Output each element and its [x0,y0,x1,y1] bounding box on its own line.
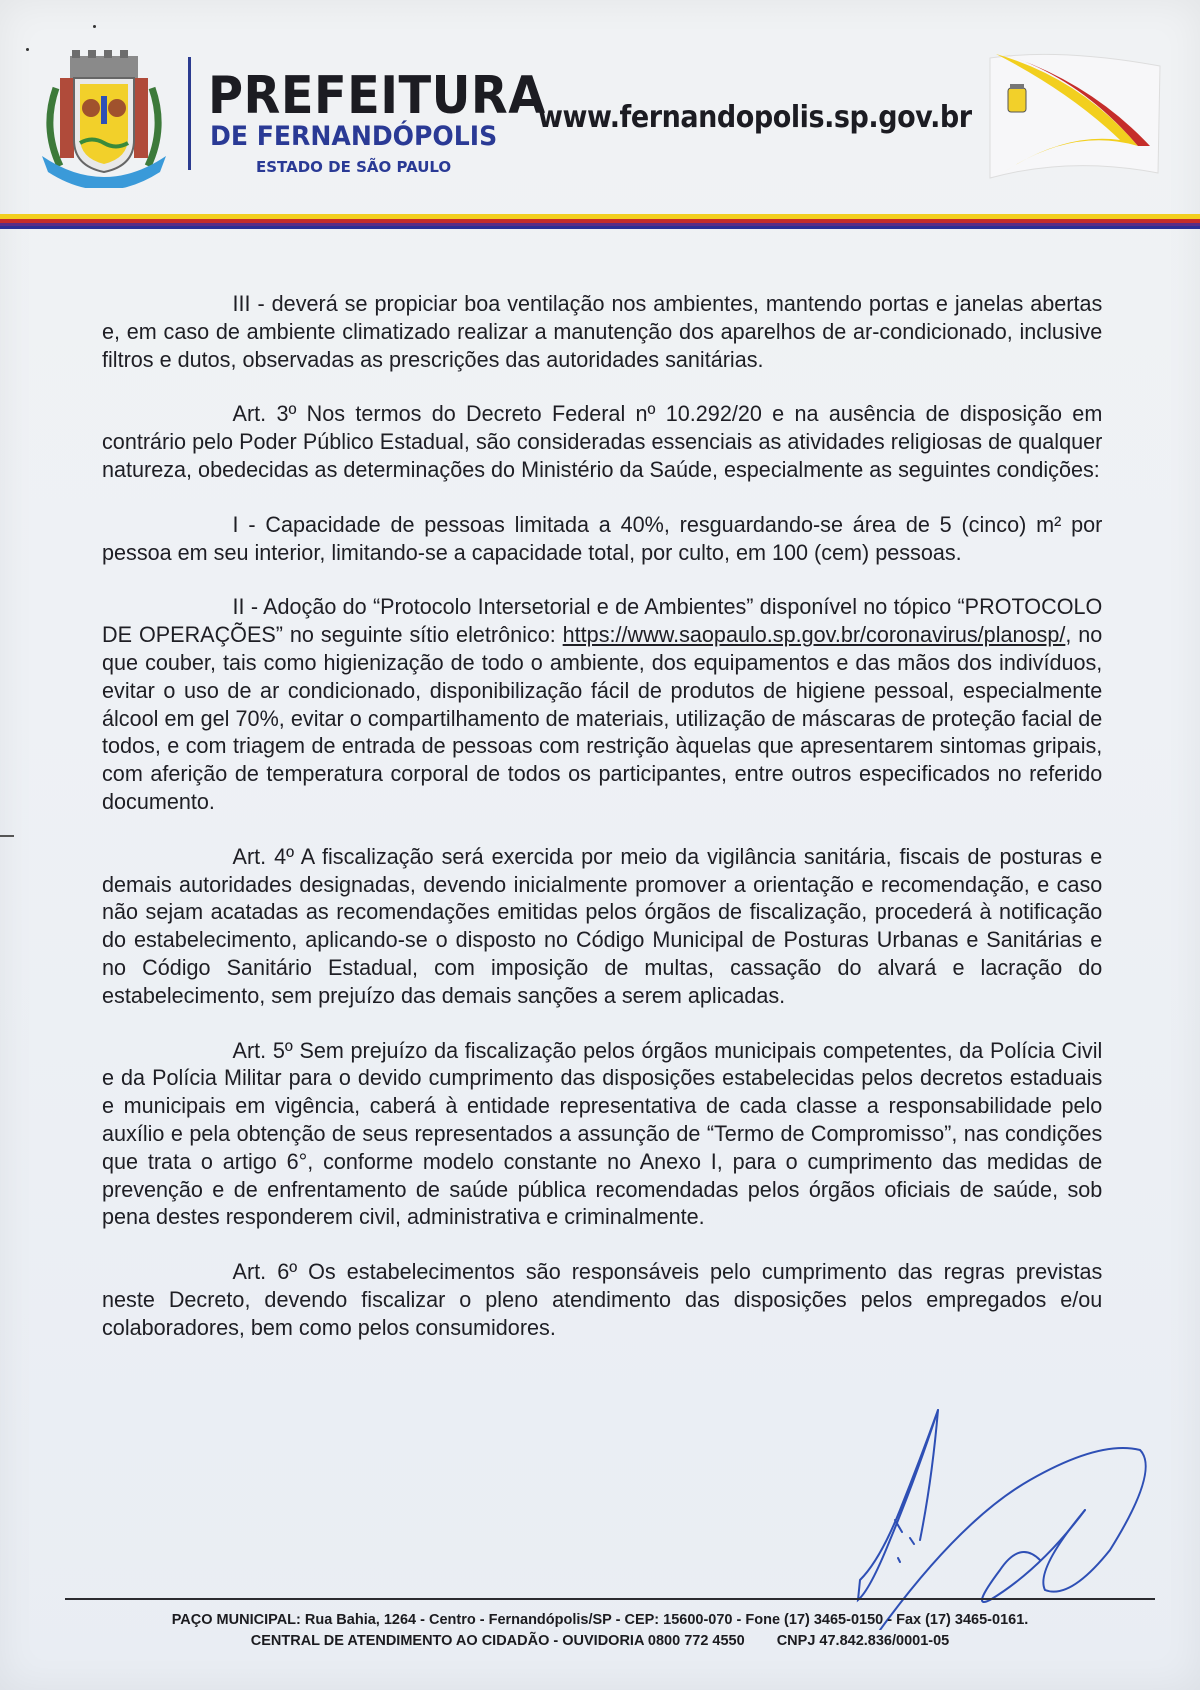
paragraph-art-4 [102,843,1102,1010]
footer-contact [0,1631,1200,1652]
municipal-flag-icon [970,48,1170,183]
paragraph-text: Art. 6º Os estabelecimentos são responsáveis pelo cumprimento das regras previstas neste Decreto, devendo fiscalizar o pleno atendimento das disposições pelos empregados e/ou colaboradores, bem como pelos consumidores. [102,1259,1103,1340]
paragraph-art-3-inciso-ii [102,593,1102,815]
header-divider [188,57,191,170]
footer-divider [65,1598,1155,1600]
signature-icon [840,1400,1160,1630]
paragraph-art-3-inciso-i [102,511,1102,567]
header-website: www.fernandopolis.sp.gov.br [538,100,972,135]
paragraph-art-3 [102,400,1102,483]
footer-cnpj: CNPJ 47.842.836/0001-05 [776,1633,950,1649]
header-state: ESTADO DE SÃO PAULO [256,158,452,176]
header-subtitle: DE FERNANDÓPOLIS [210,121,498,152]
margin-mark [0,835,14,837]
paragraph-art-5 [102,1037,1102,1232]
plano-sp-link[interactable]: https://www.saopaulo.sp.gov.br/coronavirus/planosp/ [562,622,1066,648]
decree-body [102,290,1102,1369]
footer-ouvidoria: CENTRAL DE ATENDIMENTO AO CIDADÃO - OUVIDORIA 0800 772 4550 [250,1633,745,1649]
color-stripes [0,214,1200,232]
paragraph-text: II - Adoção do “Protocolo Intersetorial e de Ambientes” disponível no tópico “PROTOCOLO DE OPERAÇÕES” no seguinte sítio eletrônico: [102,594,1103,648]
footer-address: PAÇO MUNICIPAL: Rua Bahia, 1264 - Centro - Fernandópolis/SP - CEP: 15600-070 - Fone (17) 3465-0150 - Fax (17) 3465-0161. [171,1612,1029,1628]
paragraph-text: Art. 3º Nos termos do Decreto Federal nº 10.292/20 e na ausência de disposição em contrário pelo Poder Público Estadual, são consideradas essenciais as atividades religiosas de qualquer natureza, obedecidas as determinações do Ministério da Saúde, especialmente as seguintes condições: [102,401,1103,482]
letterhead [0,0,1200,215]
paragraph-text: , no que couber, tais como higienização de todo o ambiente, dos equipamentos e das mãos dos indivíduos, evitar o uso de ar condicionado, disponibilização fácil de produtos de higiene pessoal, especialmente álcool em gel 70%, evitar o compartilhamento de materiais, utilização de máscaras de proteção facial de todos, e com triagem de entrada de pessoas com restrição àquelas que apresentarem sintomas gripais, com aferição de temperatura corporal de todos os participantes, entre outros especificados no referido documento. [102,622,1103,814]
paragraph-art-6 [102,1258,1102,1341]
header-title: PREFEITURA [208,66,546,126]
paragraph-text: Art. 5º Sem prejuízo da fiscalização pelos órgãos municipais competentes, da Polícia Civil e da Polícia Militar para o devido cumprimento das disposições estabelecidas pelos decretos estaduais e municipais em vigência, caberá à entidade representativa de cada classe a responsabilidade pelo auxílio e pela obtenção de seus representados a assunção de “Termo de Compromisso”, nas condições que trata o artigo 6°, conforme modelo constante no Anexo I, para o cumprimento das medidas de prevenção e de enfrentamento de saúde pública recomendadas pelos órgãos oficiais de saúde, sob pena destes responderem civil, administrativa e criminalmente. [102,1037,1103,1230]
footer [0,1610,1200,1652]
paragraph-text: Art. 4º A fiscalização será exercida por meio da vigilância sanitária, fiscais de posturas e demais autoridades designadas, devendo inicialmente promover a orientação e recomendação, e caso não sejam acatadas as recomendações emitidas pelos órgãos de fiscalização, procederá à notificação do estabelecimento, aplicando-se o disposto no Código Municipal de Posturas Urbanas e Sanitárias e no Código Sanitário Estadual, com imposição de multas, cassação do alvará e lacração do estabelecimento, sem prejuízo das demais sanções a serem aplicadas. [102,843,1103,1008]
paragraph-text: I - Capacidade de pessoas limitada a 40%, resguardando-se área de 5 (cinco) m² por pessoa em seu interior, limitando-se a capacidade total, por culto, em 100 (cem) pessoas. [102,511,1103,565]
stripe-blue [0,226,1200,229]
coat-of-arms-icon [38,48,170,188]
paragraph-inciso-iii [102,290,1102,373]
paragraph-text: III - deverá se propiciar boa ventilação nos ambientes, mantendo portas e janelas abertas e, em caso de ambiente climatizado realizar a manutenção dos aparelhos de ar-condicionado, inclusive filtros e dutos, observadas as prescrições das autoridades sanitárias. [102,291,1103,372]
